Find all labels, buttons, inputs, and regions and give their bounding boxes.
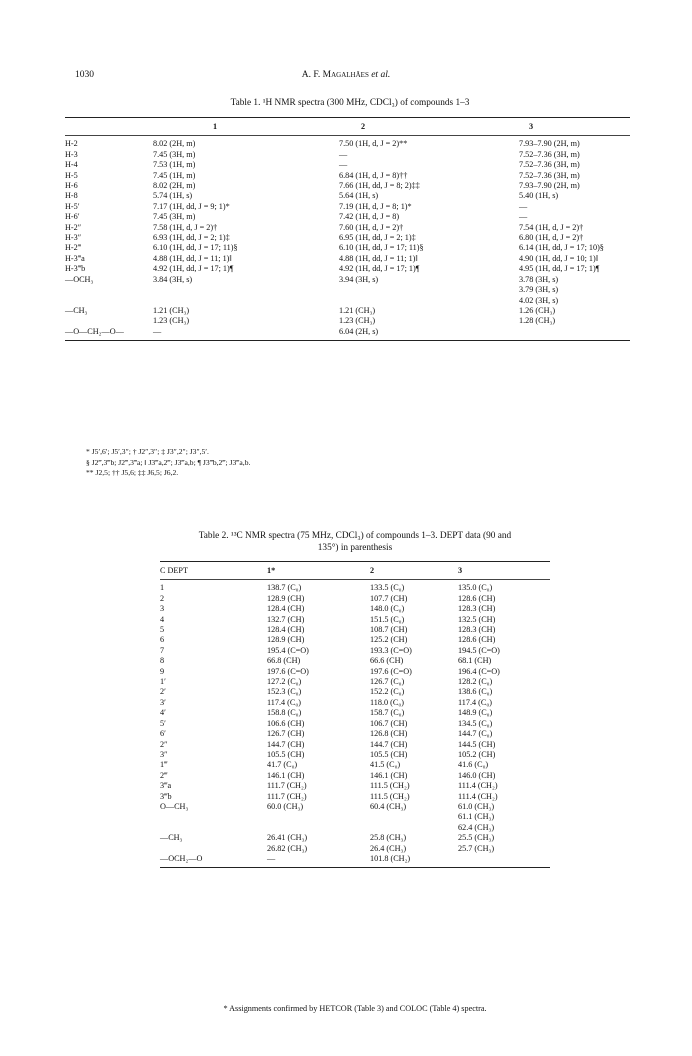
table1-cell: 6.10 (1H, dd, J = 17; 11)§ [153,243,238,253]
table2-cell: 144.7 (C₀) [458,729,493,739]
table2-cell: 197.6 (C=O) [267,666,309,676]
table2-cell: 135.0 (C₀) [458,583,493,593]
table2-row [160,635,550,645]
table2-cell: 26.41 (CH₃) [267,833,308,843]
table2-cell: 144.5 (CH) [458,739,496,749]
table2-cell: 128.2 (C₀) [458,677,493,687]
table1-cell: 1.21 (CH₃) [153,305,190,315]
table1-cell: 8.02 (2H, m) [153,139,196,149]
table2-row [160,594,550,604]
table2-cell: 128.3 (CH) [458,625,496,635]
table1 [65,117,630,341]
table1-cell: 4.90 (1H, dd, J = 10; 1)‖ [519,253,599,263]
table1-footnote: * J5′,6′; J5′,3″; † J2″,3″; ‡ J3″,2″; J3″,5′. [86,447,209,456]
table1-cell: 7.45 (3H, m) [153,212,196,222]
table1-cell: 3.79 (3H, s) [519,285,559,295]
table1-cell: 7.52–7.36 (3H, m) [519,160,580,170]
table1-cell: 5.74 (1H, s) [153,191,193,201]
table2-cell: 148.9 (C₀) [458,708,493,718]
table2-row [160,698,550,708]
table2-col-header: 2 [358,562,448,580]
table2-col-header: 1* [255,562,358,580]
table2-cell: 111.7 (CH₂) [267,791,307,801]
table2-cell: 128.9 (CH) [267,635,305,645]
table1-cell: H-4 [65,160,78,170]
table2-row [160,708,550,718]
table2-cell [160,823,255,833]
page-number: 1030 [75,70,94,80]
table2-cell: 146.0 (CH) [458,770,496,780]
table2-caption-line: 135°) in parenthesis [317,543,393,553]
table2-cell: 105.2 (CH) [458,749,496,759]
table1-cell: 4.02 (3H, s) [519,295,559,305]
table1-cell: 7.17 (1H, dd, J = 9; 1)* [153,201,230,211]
table2-cell: 128.4 (CH) [267,625,305,635]
table1-cell: 6.14 (1H, dd, J = 17; 10)§ [519,243,604,253]
table1-cell: 6.04 (2H, s) [339,327,519,341]
table2-cell: —CH₃ [160,833,183,843]
table1-cell [65,285,153,295]
table2-cell: 111.4 (CH₂) [458,781,498,791]
table1-cell: 4.88 (1H, dd, J = 11; 1)‖ [153,253,232,263]
table2-footnote: * Assignments confirmed by HETCOR (Table 3) and COLOC (Table 4) spectra. [223,1004,487,1013]
table2-cell: 144.7 (CH) [267,739,305,749]
table2-cell: 128.3 (CH) [458,604,496,614]
table2-col-header: C DEPT [160,562,255,580]
table2-cell: 6′ [160,729,166,739]
table2-cell: 195.4 (C=O) [267,645,309,655]
table2-cell: 41.6 (C₀) [458,760,489,770]
table2-row [160,823,550,833]
table1-cell: 6.93 (1H, dd, J = 2; 1)‡ [153,233,230,243]
table2-cell: 126.8 (CH) [370,729,408,739]
table2-cell: 151.5 (C₀) [370,614,405,624]
table2-cell: 25.8 (CH₃) [370,833,407,843]
table2-row [160,656,550,666]
table2-cell: 25.5 (CH₃) [458,833,495,843]
table2-cell: 68.1 (CH) [458,656,492,666]
table2-cell: 152.2 (C₀) [370,687,405,697]
table1-cell: 7.52–7.36 (3H, m) [519,149,580,159]
table2-row [160,760,550,770]
table2-cell: —OCH₂—O [160,854,255,868]
table2-cell: 125.2 (CH) [370,635,408,645]
table1-cell: — [339,160,348,170]
table1-cell: 5.64 (1H, s) [339,191,379,201]
table2-cell: 146.1 (CH) [370,770,408,780]
table1-row [65,212,630,222]
table2-cell [160,844,255,854]
table2-cell: 2″ [160,739,168,749]
table2-row [160,719,550,729]
table2-cell: 5 [160,625,165,635]
table1-cell: — [339,149,348,159]
table2-cell: 66.6 (CH) [370,656,404,666]
table1-cell: H-3 [65,149,78,159]
table1-cell: 7.58 (1H, d, J = 2)† [153,222,218,232]
table2-cell: 3‴a [160,781,172,791]
table2-cell: 117.4 (C₀) [458,697,492,707]
table1-cell: 3.78 (3H, s) [519,274,559,284]
table2-cell: 1′ [160,677,166,687]
table1-cell: 7.45 (1H, m) [153,170,196,180]
table1-cell: 7.93–7.90 (2H, m) [519,139,580,149]
table2-row [160,740,550,750]
table2-cell: 107.7 (CH) [370,593,408,603]
table1-cell: H-6 [65,181,78,191]
table1-row [65,136,630,150]
table1-cell: 4.92 (1H, dd, J = 17; 1)¶ [153,264,234,274]
table1-row [65,327,630,341]
table2-cell: 7 [160,645,165,655]
table2-cell: 26.4 (CH₃) [370,843,407,853]
table1-cell: 1.23 (CH₃) [153,316,190,326]
table2-cell: 2 [160,593,165,603]
table1-cell: H-3″ [65,233,82,243]
table2-cell: 193.3 (C=O) [370,645,412,655]
table1-row [65,191,630,201]
table2-cell: 108.7 (CH) [370,625,408,635]
table2-cell: 41.7 (C₀) [267,760,298,770]
table2-row [160,615,550,625]
table2 [160,561,550,868]
table1-col-header: 3 [519,118,630,136]
table2-row [160,854,550,868]
table1-cell [339,285,519,295]
table1-cell [153,285,339,295]
table1-row [65,171,630,181]
table1-cell: —CH₃ [65,305,88,315]
table1-cell: —OCH₃ [65,274,94,284]
table2-row [160,750,550,760]
table2-row [160,844,550,854]
table1-cell: 7.50 (1H, d, J = 2)** [339,139,408,149]
table2-cell: 133.5 (C₀) [370,583,405,593]
table2-cell: 132.7 (CH) [267,614,305,624]
table2-row [160,667,550,677]
table1-cell [339,296,519,306]
table2-cell: 111.5 (CH₂) [370,791,410,801]
table2-cell: 128.6 (CH) [458,635,496,645]
running-head-author: A. F. Magalhães [301,70,369,80]
table1-cell: 7.66 (1H, dd, J = 8; 2)‡‡ [339,181,420,191]
table1-cell: H-2‴ [65,243,82,253]
table2-cell: 1 [160,583,165,593]
table1-cell: 4.92 (1H, dd, J = 17; 1)¶ [339,264,420,274]
table2-cell: O—CH₃ [160,801,189,811]
table2-cell: 3″ [160,749,168,759]
table2-cell: 41.5 (C₀) [370,760,401,770]
table2-cell: 106.7 (CH) [370,718,408,728]
table1-row [65,285,630,295]
table1-cell: 1.28 (CH₃) [519,316,556,326]
table2-row [160,625,550,635]
table1-cell: 7.42 (1H, d, J = 8) [339,212,400,222]
table1-row [65,160,630,170]
table1-cell: 5.40 (1H, s) [519,191,559,201]
table2-row [160,792,550,802]
table1-header-row [65,118,630,136]
table2-col-header: 3 [448,562,550,580]
table1-cell: — [153,327,339,341]
table2-body [160,580,550,868]
table2-cell: 146.1 (CH) [267,770,305,780]
table2-cell: 9 [160,666,165,676]
table1-row [65,202,630,212]
table2-cell [255,812,358,822]
table2-cell: 61.0 (CH₃) [458,801,495,811]
table2-cell: 8 [160,656,165,666]
table2-cell: 60.0 (CH₃) [267,801,304,811]
table2-cell: 25.7 (CH₃) [458,843,495,853]
table2-header-row [160,562,550,580]
table2-cell: 2‴ [160,770,168,780]
table1-row [65,316,630,326]
table2-cell: 111.5 (CH₂) [370,781,410,791]
table1-cell: 6.95 (1H, dd, J = 2; 1)‡ [339,233,416,243]
table2-cell: 4′ [160,708,166,718]
table2-cell: 5′ [160,718,166,728]
table1-cell: 7.19 (1H, d, J = 8; 1)* [339,201,412,211]
table2-cell: 138.7 (C₀) [267,583,302,593]
table2-row [160,687,550,697]
table2-cell: 126.7 (C₀) [370,677,405,687]
table2-cell [448,854,550,868]
table1-cell: H-2″ [65,222,82,232]
table1-cell: 7.52–7.36 (3H, m) [519,170,580,180]
table1-footnote: ** J2,5; †† J5,6; ‡‡ J6,5; J6,2. [86,468,179,478]
table1-row [65,233,630,243]
table2-cell: 62.4 (CH₃) [458,822,495,832]
table1-cell: 7.54 (1H, d, J = 2)† [519,222,584,232]
table2-row [160,677,550,687]
table2-cell: 3 [160,604,165,614]
table1-col-header [65,118,153,136]
table1-cell: 1.21 (CH₃) [339,305,376,315]
table1-row [65,243,630,253]
table2-cell: 138.6 (C₀) [458,687,493,697]
table1-cell: 7.53 (1H, m) [153,160,196,170]
table1-cell [519,327,630,341]
table1-cell: 1.26 (CH₃) [519,305,556,315]
table2-row [160,646,550,656]
table1-col-header: 1 [153,118,339,136]
table2-cell: 197.6 (C=O) [370,666,412,676]
table2-caption [160,530,550,554]
table1-cell: H-3‴a [65,253,85,263]
table1-cell: 1.23 (CH₃) [339,316,376,326]
table2-cell: 128.6 (CH) [458,593,496,603]
table2-cell: 105.5 (CH) [370,749,408,759]
table2-cell: 4 [160,614,165,624]
table2-cell: 118.0 (C₀) [370,697,404,707]
table1-cell: 7.45 (3H, m) [153,149,196,159]
table2-row [160,580,550,594]
table1-row [65,275,630,285]
table1-row [65,264,630,274]
table1-row [65,223,630,233]
table1-footnotes [86,447,250,479]
table2-cell: 60.4 (CH₃) [370,801,407,811]
table1-col-header: 2 [339,118,519,136]
table2-cell: 1‴ [160,760,168,770]
table2-cell: 134.5 (C₀) [458,718,493,728]
table2-caption-line: Table 2. ¹³C NMR spectra (75 MHz, CDCl₃) of compounds 1–3. DEPT data (90 and [198,531,512,541]
table2-cell: 194.5 (C=O) [458,645,500,655]
table2-row [160,812,550,822]
table1-cell: 3.94 (3H, s) [339,274,379,284]
table2-cell [255,823,358,833]
table2-cell: — [255,854,358,868]
table2-cell: 196.4 (C=O) [458,666,500,676]
table2-row [160,604,550,614]
table2-cell: 66.8 (CH) [267,656,301,666]
table1-cell: 7.93–7.90 (2H, m) [519,181,580,191]
table1-cell: H-5 [65,170,78,180]
table1-row [65,254,630,264]
table1-caption: Table 1. ¹H NMR spectra (300 MHz, CDCl₃) of compounds 1–3 [230,98,470,108]
table2-row [160,781,550,791]
table1-row [65,296,630,306]
table2-cell: 111.4 (CH₂) [458,791,498,801]
table2-cell: 106.6 (CH) [267,718,305,728]
table1-cell [153,296,339,306]
table2-cell: 152.3 (C₀) [267,687,302,697]
table2-row [160,802,550,812]
table2-row [160,771,550,781]
table2-cell: 105.5 (CH) [267,749,305,759]
table2-cell: 144.7 (CH) [370,739,408,749]
table2-cell: 158.7 (C₀) [370,708,405,718]
table2-cell: 101.8 (CH₂) [358,854,448,868]
table2-cell: 2′ [160,687,166,697]
table2-cell: 26.82 (CH₃) [267,843,308,853]
table1-cell: — [519,201,528,211]
table2-cell [160,812,255,822]
table1-body [65,136,630,341]
table1-cell: —O—CH₂—O— [65,327,153,341]
table1-footnote: § J2‴,3‴b; J2‴,3‴a; ‖ J3‴a,2‴; J3‴a,b; ¶ J3‴b,2‴; J3‴a,b. [86,457,251,467]
table2-cell: 158.8 (C₀) [267,708,302,718]
table1-cell: 6.84 (1H, d, J = 8)†† [339,170,408,180]
running-head-suffix: et al. [371,70,391,80]
table1-cell: 6.80 (1H, d, J = 2)† [519,233,584,243]
running-head [0,70,692,80]
table2-cell: 128.9 (CH) [267,593,305,603]
table2-cell [358,823,448,833]
table1-cell: 8.02 (2H, m) [153,181,196,191]
table1-cell [65,296,153,306]
table2-cell: 148.0 (C₀) [370,604,405,614]
table1-row [65,181,630,191]
table2-cell: 132.5 (CH) [458,614,496,624]
table2-cell: 128.4 (CH) [267,604,305,614]
table2-cell: 6 [160,635,165,645]
table1-cell: — [519,212,528,222]
table1-cell: H-2 [65,139,78,149]
table2-cell [358,812,448,822]
table1-cell: 3.84 (3H, s) [153,274,193,284]
table1-cell: 4.95 (1H, dd, J = 17; 1)¶ [519,264,600,274]
table1-cell: H-6′ [65,212,80,222]
table1-row [65,150,630,160]
table2-cell: 127.2 (C₀) [267,677,302,687]
table2-cell: 117.4 (C₀) [267,697,301,707]
table2-row [160,833,550,843]
table2-cell: 3‴b [160,791,172,801]
table2-cell: 3′ [160,697,166,707]
table1-cell: H-3‴b [65,264,86,274]
table1-cell: 7.60 (1H, d, J = 2)† [339,222,404,232]
table1-cell: H-5′ [65,201,80,211]
table1-cell: 4.88 (1H, dd, J = 11; 1)‖ [339,253,418,263]
table2-row [160,729,550,739]
table1-cell [65,316,153,326]
table2-cell: 126.7 (CH) [267,729,305,739]
table1-cell: 6.10 (1H, dd, J = 17; 11)§ [339,243,424,253]
table2-cell: 111.7 (CH₂) [267,781,307,791]
table1-cell: H-8 [65,191,78,201]
table1-row [65,306,630,316]
table2-cell: 61.1 (CH₃) [458,812,495,822]
